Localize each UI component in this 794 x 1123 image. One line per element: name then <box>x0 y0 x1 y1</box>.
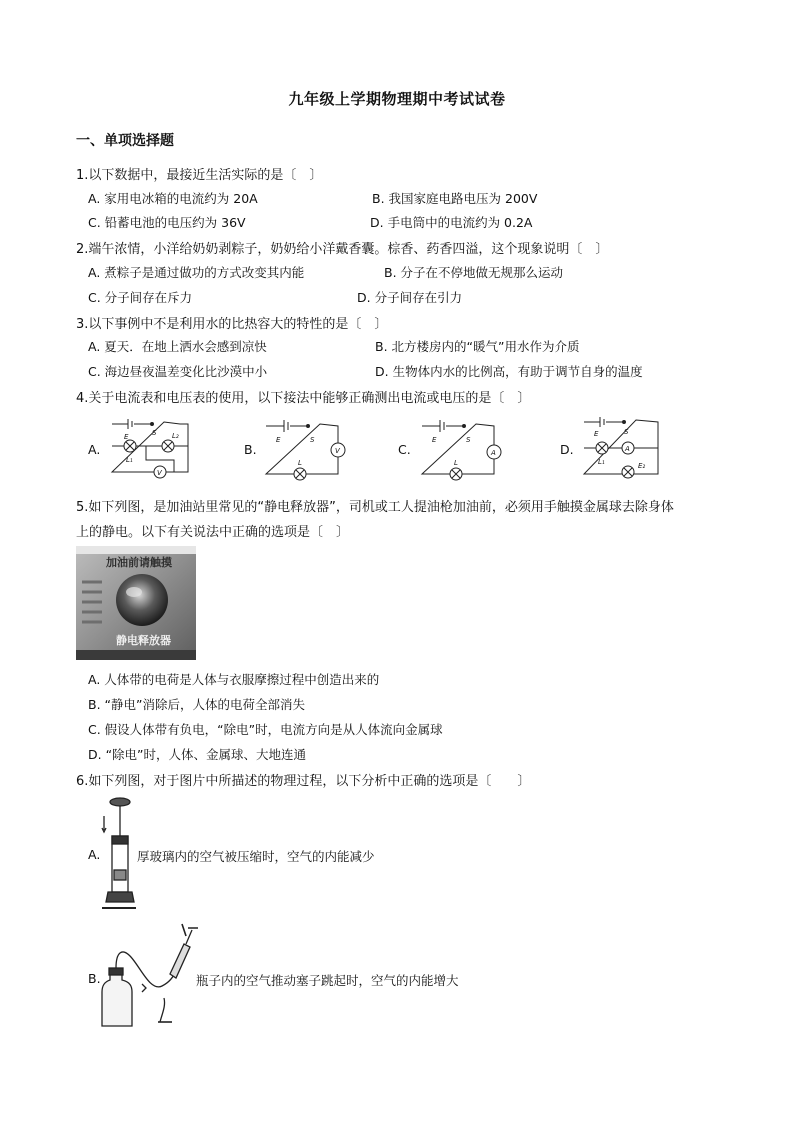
q6-option-b[interactable]: B. <box>88 971 101 986</box>
q4-circuit-c[interactable] <box>418 416 506 482</box>
q1-option-b[interactable]: B. 我国家庭电路电压为 200V <box>372 191 538 206</box>
label-a: A <box>491 449 496 457</box>
question-2-stem: 2.端午浓情，小洋给奶奶剥粽子，奶奶给小洋戴香囊。棕香、药香四溢，这个现象说明〔 〕 <box>76 242 609 257</box>
q5-option-a[interactable]: A. 人体带的电荷是人体与衣服摩擦过程中创造出来的 <box>88 672 380 687</box>
q2-option-d[interactable]: D. 分子间存在引力 <box>357 290 463 305</box>
q4-option-b-label[interactable]: B. <box>244 442 257 457</box>
bottle-pump-image <box>100 922 200 1030</box>
question-6-stem: 6.如下列图，对于图片中所描述的物理过程，以下分析中正确的选项是〔 〕 <box>76 774 531 789</box>
q3-option-b[interactable]: B. 北方楼房内的“暖气”用水作为介质 <box>375 339 580 354</box>
q4-option-a-label[interactable]: A. <box>88 442 101 457</box>
label-e: E <box>276 436 281 444</box>
label-l1: L₁ <box>598 458 605 466</box>
label-l: L <box>454 459 458 467</box>
question-5-stem-line1: 5.如下列图，是加油站里常见的“静电释放器”，司机或工人提油枪加油前，必须用手触摸金属球去除身体 <box>76 500 674 515</box>
q4-circuit-a[interactable] <box>108 416 192 484</box>
question-4-stem: 4.关于电流表和电压表的使用，以下接法中能够正确测出电流或电压的是〔 〕 <box>76 391 531 406</box>
label-e: E <box>594 430 599 438</box>
label-e: E <box>124 433 129 441</box>
label-l1: L₁ <box>126 456 133 464</box>
label-v: V <box>335 447 340 455</box>
q5-option-c[interactable]: C. 假设人体带有负电，“除电”时，电流方向是从人体流向金属球 <box>88 722 443 737</box>
question-3-stem: 3.以下事例中不是利用水的比热容大的特性的是〔 〕 <box>76 317 388 332</box>
q6-option-a[interactable]: A. <box>88 847 101 862</box>
label-a: A <box>625 445 630 453</box>
q6-caption-a: 厚玻璃内的空气被压缩时，空气的内能减少 <box>137 849 375 864</box>
q4-circuit-b[interactable] <box>262 416 350 482</box>
q1-option-a[interactable]: A. 家用电冰箱的电流约为 20A <box>88 191 258 206</box>
q3-option-d[interactable]: D. 生物体内水的比例高，有助于调节自身的温度 <box>375 364 643 379</box>
q2-option-a[interactable]: A. 煮粽子是通过做功的方式改变其内能 <box>88 265 305 280</box>
q4-option-d-label[interactable]: D. <box>560 442 574 457</box>
q3-option-c[interactable]: C. 海边昼夜温差变化比沙漠中小 <box>88 364 268 379</box>
label-s: S <box>310 436 315 444</box>
label-s: S <box>466 436 471 444</box>
label-l: L <box>298 459 302 467</box>
question-1-stem: 1.以下数据中，最接近生活实际的是〔 〕 <box>76 168 323 183</box>
q5-option-d[interactable]: D. “除电”时，人体、金属球、大地连通 <box>88 747 307 762</box>
q5-option-b[interactable]: B. “静电”消除后，人体的电荷全部消失 <box>88 697 305 712</box>
compression-cylinder-image <box>100 796 138 912</box>
q6-caption-b: 瓶子内的空气推动塞子跳起时，空气的内能增大 <box>196 973 459 988</box>
q4-circuit-d[interactable] <box>580 414 666 484</box>
q4-option-c-label[interactable]: C. <box>398 442 411 457</box>
q1-option-c[interactable]: C. 铅蓄电池的电压约为 36V <box>88 215 246 230</box>
label-l2: L₂ <box>172 432 179 440</box>
photo-text-top: 加油前请触摸 <box>106 556 172 569</box>
label-v: V <box>157 469 162 477</box>
label-s: S <box>152 429 157 437</box>
q2-option-b[interactable]: B. 分子在不停地做无规那么运动 <box>384 265 564 280</box>
photo-text-bottom: 静电释放器 <box>116 634 171 647</box>
q2-option-c[interactable]: C. 分子间存在斥力 <box>88 290 193 305</box>
q1-option-d[interactable]: D. 手电筒中的电流约为 0.2A <box>370 215 533 230</box>
section-heading: 一、单项选择题 <box>76 133 174 149</box>
label-s: S <box>624 428 629 436</box>
question-5-stem-line2: 上的静电。以下有关说法中正确的选项是〔 〕 <box>76 525 350 540</box>
label-e: E <box>432 436 437 444</box>
static-discharger-photo <box>76 546 196 660</box>
page-title: 九年级上学期物理期中考试试卷 <box>288 90 506 108</box>
q3-option-a[interactable]: A. 夏天．在地上洒水会感到凉快 <box>88 339 267 354</box>
label-e2: E₂ <box>638 462 646 470</box>
